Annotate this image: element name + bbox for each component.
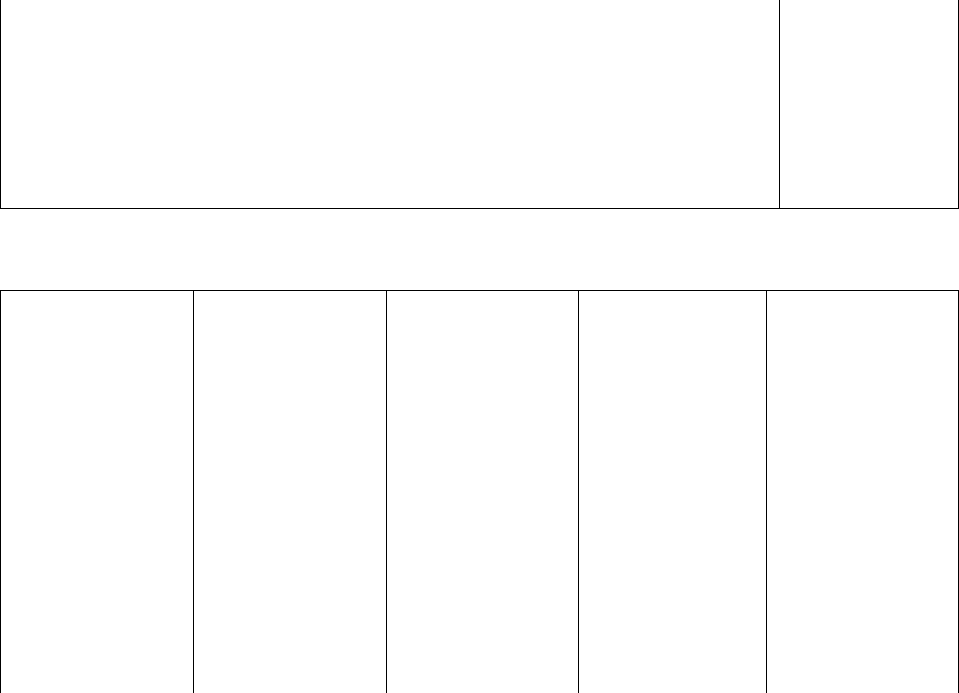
grid-col-3 xyxy=(578,290,579,693)
grid-col-4 xyxy=(766,290,767,693)
grid-col-2 xyxy=(386,290,387,693)
top-divider xyxy=(779,0,780,209)
grid-top xyxy=(0,290,959,291)
grid-col-1 xyxy=(193,290,194,693)
top-bottom-border xyxy=(0,208,959,209)
grid-col-0 xyxy=(0,290,1,693)
top-table-fragment xyxy=(0,0,959,209)
top-left-border xyxy=(0,0,1,209)
grade-headers xyxy=(0,266,959,286)
